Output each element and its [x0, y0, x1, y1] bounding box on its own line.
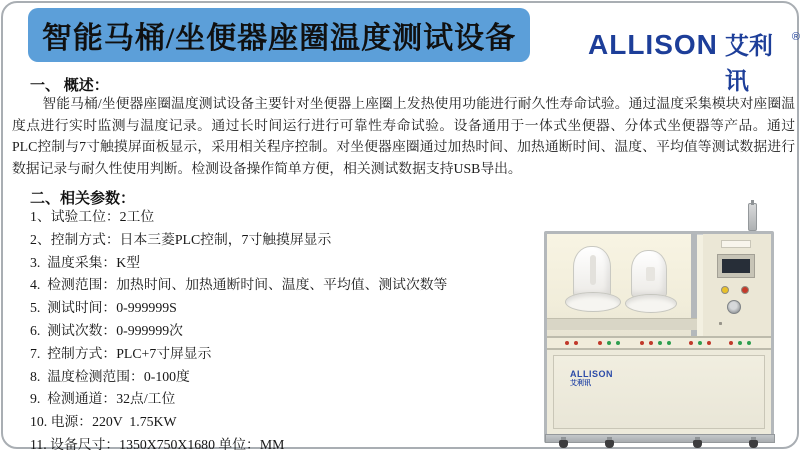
- parameter-item: 3. 温度采集：K型: [30, 254, 140, 270]
- indicator-strip: [547, 336, 771, 350]
- brand-name: ALLISON: [588, 29, 718, 60]
- parameter-item: 10. 电源：220V 1.75KW: [30, 414, 177, 430]
- toilet-seat-right-lid: [631, 250, 667, 298]
- registered-mark-icon: ®: [791, 31, 800, 43]
- brand-logo: [588, 26, 800, 96]
- signal-tower-icon: [748, 203, 757, 231]
- toilet-seat-left-base: [565, 292, 621, 312]
- indicator-light: [598, 341, 602, 345]
- indicator-light: [640, 341, 644, 345]
- toilet-seat-left-lid: [573, 246, 611, 298]
- machine-logo-cn: 艾利讯: [570, 380, 591, 387]
- indicator-light: [607, 341, 611, 345]
- chamber-shelf: [547, 318, 697, 330]
- parameter-item: 9. 检测通道：32点/工位: [30, 391, 176, 407]
- indicator-light: [658, 341, 662, 345]
- red-button: [741, 286, 749, 294]
- caster-wheel: [605, 440, 614, 448]
- toilet-seat-right-base: [625, 294, 677, 313]
- machine-frame: [544, 231, 774, 443]
- indicator-light: [574, 341, 578, 345]
- bottom-rail: [545, 434, 775, 443]
- indicator-light: [616, 341, 620, 345]
- parameter-item: 2、控制方式：日本三菱PLC控制，7寸触摸屏显示: [30, 231, 332, 247]
- control-panel: [703, 234, 771, 336]
- cabinet-panel: [547, 350, 771, 434]
- caster-wheel: [749, 440, 758, 448]
- parameter-item: 7. 控制方式：PLC+7寸屏显示: [30, 345, 212, 361]
- machine-logo-brand: ALLISON: [570, 369, 613, 379]
- parameter-item: 4. 检测范围：加热时间、加热通断时间、温度、平均值、测试次数等: [30, 277, 448, 293]
- caster-wheel: [559, 440, 568, 448]
- touchscreen: [717, 254, 755, 278]
- parameter-item: 5. 测试时间：0-999999S: [30, 300, 177, 316]
- panel-label: [721, 240, 751, 248]
- machine-photo: [543, 197, 777, 448]
- parameters-heading: 二、相关参数：: [30, 191, 136, 207]
- panel-indicator-dots: [719, 322, 755, 326]
- title-banner: [28, 8, 530, 62]
- machine-logo: [570, 370, 613, 387]
- parameter-item: 1、试验工位：2工位: [30, 209, 155, 224]
- indicator-light: [729, 341, 733, 345]
- parameter-item: 8. 温度检测范围：0-100度: [30, 368, 190, 384]
- brand-name-cn: 艾利讯: [724, 34, 773, 95]
- indicator-light: [689, 341, 693, 345]
- yellow-button: [721, 286, 729, 294]
- parameter-item: 11. 设备尺寸：1350X750X1680 单位：MM: [30, 436, 285, 450]
- overview-paragraph: 智能马桶/坐便器座圈温度测试设备主要针对坐便器上座圈上发热使用功能进行耐久性寿命试验。通过温度采集模块对座圈温度点进行实时监测与温度记录。通过长时间运行进行可靠性寿命试验。设备通用于一体式坐便器、分体式坐便器等产品。通过PLC控制与7寸触摸屏面板显示，采用相关程序控制。对坐便器座圈通过加热时间、加热通断时间、温度、平均值等测试数据进行数据记录与耐久性使用判断。检测设备操作简单方便，相关测试数据支持USB导出。: [12, 96, 795, 176]
- indicator-light: [707, 341, 711, 345]
- emergency-stop-knob: [727, 300, 741, 314]
- indicator-light: [738, 341, 742, 345]
- indicator-light: [747, 341, 751, 345]
- test-chamber: [547, 234, 697, 336]
- parameter-item: 6. 测试次数：0-999999次: [30, 322, 183, 338]
- indicator-light: [649, 341, 653, 345]
- cabinet-inner-panel: [553, 355, 765, 429]
- caster-wheel: [693, 440, 702, 448]
- indicator-light: [698, 341, 702, 345]
- indicator-light: [667, 341, 671, 345]
- parameter-list: [30, 206, 530, 450]
- overview-heading: 一、 概述：: [30, 78, 109, 94]
- indicator-light: [565, 341, 569, 345]
- page-title: 智能马桶/坐便器座圈温度测试设备: [41, 22, 517, 55]
